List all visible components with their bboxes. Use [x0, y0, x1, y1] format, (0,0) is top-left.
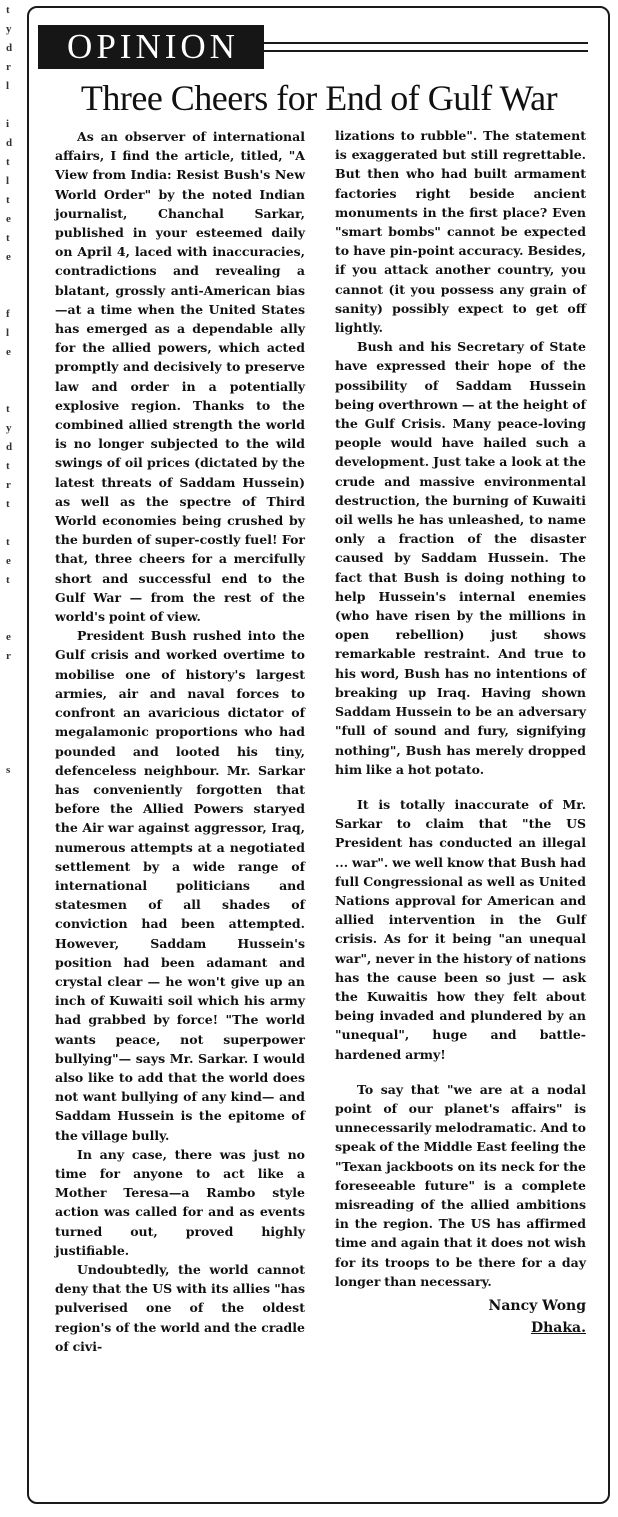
fragment-letter: l — [6, 327, 10, 339]
paragraph: Undoubtedly, the world cannot deny that the US with its allies "has pulverised one of the oldest region's of the world and the cradle of civi- — [55, 1261, 305, 1354]
fragment-letter: y — [6, 23, 12, 35]
fragment-letter: d — [6, 441, 13, 453]
fragment-letter: f — [6, 308, 10, 320]
adjacent-column-fragment — [0, 0, 22, 1517]
fragment-letter: t — [6, 460, 10, 472]
paragraph: President Bush rushed into the Gulf crisis and worked overtime to mobilise one of history's largest armies, air and naval forces to confront an avaricious dictator of megalamonic proportions who had pounded and looted his tiny, defenceless neighbour. Mr. Sarkar has conveniently forgotten that before the Allied Powers staryed the Air war against aggressor, Iraq, numerous attempts at a negotiated settlement by a wide range of international politicians and statesmen of all shades of conviction had been attempted. However, Saddam Hussein's position had been adamant and crystal clear — he won't give up an inch of Kuwaiti soil which his army had grabbed by force! "The world wants peace, not superpower bullying"— says Mr. Sarkar. I would also like to add that the world does not want bullying of any kind— and Saddam Hussein is the epitome of the village bully. — [55, 628, 305, 1143]
author-city: Dhaka. — [530, 1319, 586, 1336]
fragment-letter: i — [6, 118, 10, 130]
paragraph: As an observer of international affairs, I find the article, titled, "A View from India: Resist Bush's New World Order" by the noted Indian journalist, Chanchal Sarkar, published in your esteemed daily on April 4, laced with inaccuracies, contradictions and revealing a blatant, grossly anti-American bias—at a time when the United States has emerged as a dependable ally for the allied powers, which acted promptly and decisively to preserve law and order in a potentially explosive region. Thanks to the combined allied strength the world is no longer subjected to the wild swings of oil prices (dictated by the latest threats of Saddam Hussein) as well as the spectre of Third World economies being crushed by the burden of super-costly fuel! For that, three cheers for a mercifully short and successful end to the Gulf War — from the rest of the world's point of view. — [55, 129, 305, 625]
headline: Three Cheers for End of Gulf War — [80, 78, 558, 118]
fragment-letter: t — [6, 156, 10, 168]
paragraph: It is totally inaccurate of Mr. Sarkar to claim that "the US President has conducted an illegal ... war". we well know that Bush had full Congressional as well as United Nations approval for American and allied intervention in the Gulf crisis. As for it being "an unequal war", never in the history of nations has the cause been so just — ask the Kuwaitis how they felt about being invaded and plundered by an "unequal", huge and battle-hardened army! — [335, 796, 586, 1062]
fragment-letter: t — [6, 536, 10, 548]
fragment-letter: t — [6, 403, 10, 415]
fragment-letter: t — [6, 498, 10, 510]
fragment-letter: y — [6, 422, 12, 434]
fragment-letter: t — [6, 194, 10, 206]
author-name: Nancy Wong — [488, 1297, 586, 1314]
fragment-letter: s — [6, 764, 11, 776]
fragment-letter: e — [6, 631, 11, 643]
fragment-letter: e — [6, 346, 11, 358]
paragraph: To say that "we are at a nodal point of our planet's affairs" is unnecessarily melodramatic. And to speak of the Middle East feeling the "Texan jackboots on its neck for the foreseeable future" is a complete misreading of the allied ambitions in the region. The US has affirmed time and again that it does not wish for its troops to be there for a day longer than necessary. — [335, 1081, 586, 1289]
fragment-letter: l — [6, 175, 10, 187]
fragment-letter: t — [6, 574, 10, 586]
section-banner: OPINION — [38, 25, 264, 69]
left-column — [55, 127, 305, 1356]
paragraph: Bush and his Secretary of State have expressed their hope of the possibility of Saddam Hussein being overthrown — at the height of the Gulf Crisis. Many peace-loving people would have hailed such a development. Just take a look at the crude and massive environmental destruction, the burning of Kuwaiti oil wells he has unleashed, to name only a fraction of the disaster caused by Saddam Hussein. The fact that Bush is doing nothing to help Hussein's internal enemies (who have risen by the millions in open rebellion) just shows remarkable restraint. And true to his word, Bush has no intentions of breaking up Iraq. Having shown Saddam Hussein to be an adversary "full of sound and fury, signifying nothing", Bush has merely dropped him like a hot potato. — [335, 339, 586, 777]
fragment-letter: r — [6, 61, 11, 73]
right-column — [335, 126, 586, 1339]
banner-rule — [264, 42, 588, 52]
fragment-letter: e — [6, 251, 11, 263]
paragraph: lizations to rubble". The statement is exaggerated but still regrettable. But then who had built armament factories right beside ancient monuments in the first place? Even "smart bombs" cannot be expected to have pin-point accuracy. Besides, if you attack another country, you cannot (it you possess any grain of sanity) possibly expect to get off lightly. — [335, 128, 586, 336]
fragment-letter: t — [6, 232, 10, 244]
fragment-letter: d — [6, 42, 13, 54]
fragment-letter: e — [6, 555, 11, 567]
fragment-letter: d — [6, 137, 13, 149]
paragraph: In any case, there was just no time for anyone to act like a Mother Teresa—a Rambo style action was called for and as events turned out, proved highly justifiable. — [55, 1146, 305, 1258]
signature — [335, 1295, 586, 1339]
fragment-letter: l — [6, 80, 10, 92]
fragment-letter: e — [6, 213, 11, 225]
fragment-letter: r — [6, 479, 11, 491]
fragment-letter: t — [6, 4, 10, 16]
fragment-letter: r — [6, 650, 11, 662]
